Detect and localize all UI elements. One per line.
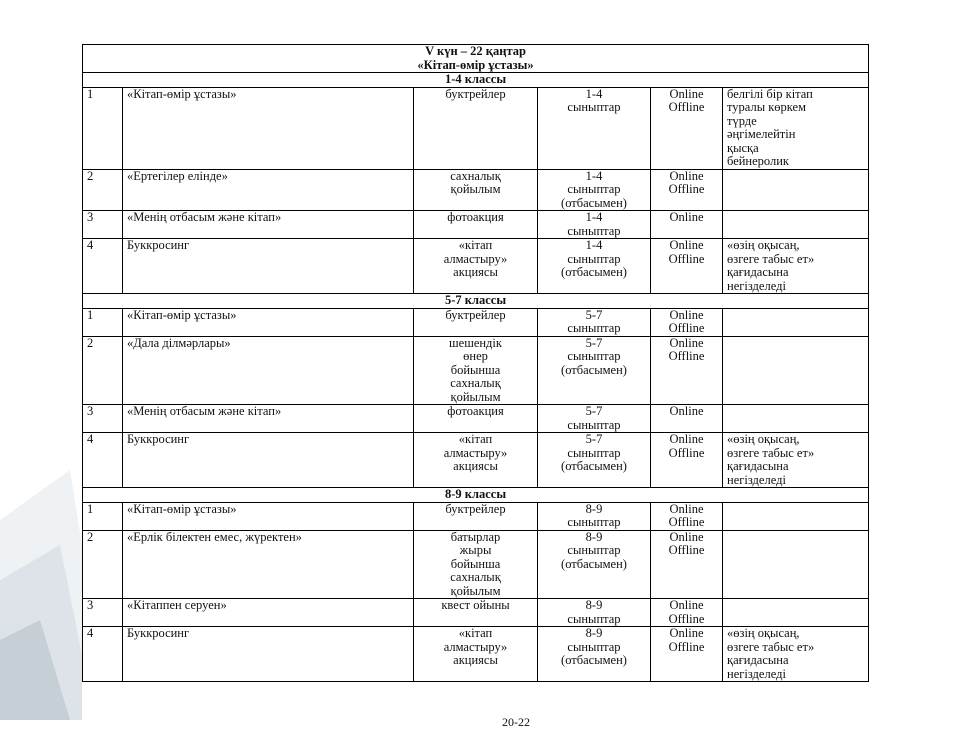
target-classes-line: (отбасымен)	[561, 653, 627, 667]
event-mode-line: Offline	[668, 251, 705, 266]
event-form-line: өнер	[463, 349, 488, 363]
event-form-line: бойынша	[450, 556, 501, 571]
event-form-line: сахналық	[450, 376, 501, 390]
target-classes-line: сыныптар	[567, 349, 621, 363]
group-heading-row	[83, 488, 869, 503]
event-form-line: акциясы	[453, 459, 498, 473]
event-form-line: жыры	[459, 543, 492, 557]
event-mode-line: Online	[669, 598, 704, 612]
table-row	[83, 599, 869, 627]
event-mode-line: Offline	[668, 543, 705, 557]
event-form-line: «кітап	[458, 432, 493, 446]
event-form-line: «кітап	[458, 238, 493, 252]
event-form-line: фотоакция	[447, 404, 504, 418]
cutoff-text: 20-22	[502, 715, 530, 729]
event-note-line: қысқа	[727, 140, 759, 155]
event-form-line: сахналық	[450, 168, 501, 183]
table-row	[83, 211, 869, 239]
event-form-line: алмастыру»	[443, 639, 508, 654]
event-note	[723, 502, 869, 530]
target-classes-line: 8-9	[585, 598, 603, 612]
table-body	[83, 45, 869, 682]
event-form	[414, 239, 538, 294]
target-classes	[538, 87, 651, 169]
event-mode-line: Online	[669, 238, 704, 252]
event-note	[723, 433, 869, 488]
event-form-line: квест ойыны	[441, 598, 510, 612]
event-note-line: қағидасына	[727, 653, 789, 667]
event-form-line: алмастыру»	[443, 251, 508, 266]
event-mode-line: Online	[669, 529, 704, 544]
event-form	[414, 169, 538, 211]
target-classes	[538, 405, 651, 433]
event-form	[414, 599, 538, 627]
table-title-row	[83, 45, 869, 73]
event-name: «Ерлік білектен емес, жүректен»	[123, 530, 414, 599]
event-form	[414, 308, 538, 336]
document-page	[82, 44, 868, 729]
event-mode	[651, 336, 723, 405]
title-line-date: V күн – 22 қаңтар	[425, 44, 526, 58]
event-note-line: өзгеге табыс ет»	[727, 445, 815, 460]
event-plan-table	[82, 44, 869, 682]
target-classes-line: 1-4	[585, 86, 603, 101]
target-classes-line: (отбасымен)	[561, 459, 627, 473]
event-note	[723, 211, 869, 239]
event-form-line: буктрейлер	[445, 86, 506, 101]
event-note-line: қағидасына	[727, 459, 789, 473]
target-classes	[538, 530, 651, 599]
table-row	[83, 433, 869, 488]
event-form	[414, 530, 538, 599]
table-row	[83, 405, 869, 433]
event-form-line: шешендік	[449, 335, 502, 350]
target-classes-line: сыныптар	[567, 515, 621, 529]
event-form-line: алмастыру»	[443, 445, 508, 460]
event-note-line: өзгеге табыс ет»	[727, 251, 815, 266]
event-form-line: акциясы	[453, 653, 498, 667]
target-classes-line: 8-9	[585, 529, 603, 544]
target-classes-line: сыныптар	[567, 611, 621, 626]
target-classes	[538, 627, 651, 682]
table-row	[83, 239, 869, 294]
event-note-line: негізделеді	[727, 278, 786, 293]
event-note	[723, 336, 869, 405]
target-classes-line: 5-7	[585, 404, 603, 418]
event-mode-line: Offline	[668, 611, 705, 626]
target-classes-line: сыныптар	[567, 417, 621, 432]
event-name: Буккросинг	[123, 239, 414, 294]
event-mode-line: Offline	[668, 445, 705, 460]
table-row	[83, 308, 869, 336]
group-heading: 5-7 классы	[83, 294, 869, 309]
event-form	[414, 87, 538, 169]
target-classes-line: 1-4	[585, 168, 603, 183]
group-heading: 8-9 классы	[83, 488, 869, 503]
target-classes-line: сыныптар	[567, 223, 621, 238]
event-mode-line: Offline	[668, 349, 705, 363]
row-number: 3	[83, 211, 123, 239]
event-mode	[651, 599, 723, 627]
event-form-line: буктрейлер	[445, 501, 506, 516]
event-mode	[651, 211, 723, 239]
event-mode-line: Offline	[668, 321, 705, 335]
event-mode-line: Offline	[668, 515, 705, 529]
event-note-line: туралы көркем	[727, 100, 807, 114]
target-classes	[538, 308, 651, 336]
event-form	[414, 502, 538, 530]
row-number: 4	[83, 627, 123, 682]
event-mode-line: Online	[669, 168, 704, 183]
title-line-theme: «Кітап-өмір ұстазы»	[417, 57, 534, 72]
target-classes-line: сыныптар	[567, 251, 621, 266]
target-classes-line: 1-4	[585, 210, 603, 224]
event-note	[723, 169, 869, 211]
event-form-line: «кітап	[458, 626, 493, 640]
row-number: 1	[83, 308, 123, 336]
group-heading-row	[83, 73, 869, 88]
target-classes-line: сыныптар	[567, 100, 621, 114]
event-form-line: батырлар	[450, 529, 501, 544]
event-note-line: өзгеге табыс ет»	[727, 639, 815, 654]
target-classes-line: (отбасымен)	[561, 556, 627, 571]
target-classes-line: сыныптар	[567, 543, 621, 557]
event-mode-line: Online	[669, 307, 704, 322]
event-name: «Ертегілер елінде»	[123, 169, 414, 211]
event-form-line: қойылым	[450, 182, 501, 196]
target-classes-line: сыныптар	[567, 321, 621, 335]
event-mode-line: Offline	[668, 639, 705, 654]
target-classes	[538, 336, 651, 405]
event-mode	[651, 308, 723, 336]
target-classes-line: 5-7	[585, 335, 603, 350]
row-number: 3	[83, 599, 123, 627]
event-note	[723, 87, 869, 169]
event-note-line: түрде	[727, 113, 757, 128]
event-mode	[651, 405, 723, 433]
event-note	[723, 599, 869, 627]
event-mode-line: Online	[669, 501, 704, 516]
event-note-line: негізделеді	[727, 666, 786, 681]
event-name: «Кітап-өмір ұстазы»	[123, 502, 414, 530]
event-note	[723, 627, 869, 682]
table-row	[83, 502, 869, 530]
target-classes	[538, 211, 651, 239]
event-note-line: «өзің оқысаң,	[727, 238, 800, 252]
target-classes-line: 5-7	[585, 432, 603, 446]
event-note	[723, 530, 869, 599]
event-note-line: белгілі бір кітап	[727, 86, 813, 101]
event-mode-line: Online	[669, 335, 704, 350]
target-classes	[538, 169, 651, 211]
event-form-line: сахналық	[450, 570, 501, 584]
row-number: 1	[83, 502, 123, 530]
target-classes-line: сыныптар	[567, 182, 621, 196]
event-form-line: бойынша	[450, 362, 501, 377]
event-name: «Кітаппен серуен»	[123, 599, 414, 627]
event-form-line: қойылым	[450, 389, 501, 404]
event-mode-line: Online	[669, 432, 704, 446]
table-row	[83, 530, 869, 599]
table-row	[83, 169, 869, 211]
event-form-line: фотоакция	[447, 210, 504, 224]
group-heading-row	[83, 294, 869, 309]
event-name: «Менің отбасым және кітап»	[123, 405, 414, 433]
target-classes-line: (отбасымен)	[561, 265, 627, 279]
target-classes	[538, 502, 651, 530]
event-note-line: «өзің оқысаң,	[727, 432, 800, 446]
target-classes-line: 5-7	[585, 307, 603, 322]
event-form-line: қойылым	[450, 583, 501, 598]
event-name: «Менің отбасым және кітап»	[123, 211, 414, 239]
event-mode-line: Online	[669, 404, 704, 418]
event-name: Буккросинг	[123, 433, 414, 488]
target-classes	[538, 433, 651, 488]
event-mode-line: Offline	[668, 100, 705, 114]
row-number: 4	[83, 433, 123, 488]
row-number: 2	[83, 336, 123, 405]
event-mode-line: Online	[669, 210, 704, 224]
group-heading: 1-4 классы	[83, 73, 869, 88]
event-note-line: «өзің оқысаң,	[727, 626, 800, 640]
row-number: 3	[83, 405, 123, 433]
target-classes-line: 8-9	[585, 501, 603, 516]
event-form	[414, 627, 538, 682]
row-number: 2	[83, 169, 123, 211]
event-mode-line: Online	[669, 626, 704, 640]
event-name: «Кітап-өмір ұстазы»	[123, 87, 414, 169]
event-mode	[651, 433, 723, 488]
event-note-line: бейнеролик	[727, 154, 790, 168]
target-classes-line: 8-9	[585, 626, 603, 640]
event-form-line: акциясы	[453, 265, 498, 279]
event-name: Буккросинг	[123, 627, 414, 682]
target-classes-line: сыныптар	[567, 445, 621, 460]
event-note-line: әңгімелейтін	[727, 127, 796, 141]
row-number: 2	[83, 530, 123, 599]
event-note-line: қағидасына	[727, 265, 789, 279]
event-mode	[651, 169, 723, 211]
target-classes-line: сыныптар	[567, 639, 621, 654]
event-form	[414, 211, 538, 239]
table-row	[83, 627, 869, 682]
event-mode	[651, 502, 723, 530]
event-mode	[651, 530, 723, 599]
event-form	[414, 405, 538, 433]
event-mode-line: Offline	[668, 182, 705, 196]
target-classes	[538, 239, 651, 294]
event-note	[723, 308, 869, 336]
target-classes	[538, 599, 651, 627]
event-form	[414, 433, 538, 488]
table-row	[83, 336, 869, 405]
event-mode	[651, 239, 723, 294]
table-title	[83, 45, 869, 73]
row-number: 4	[83, 239, 123, 294]
event-note-line: негізделеді	[727, 472, 786, 487]
event-mode	[651, 627, 723, 682]
target-classes-line: (отбасымен)	[561, 195, 627, 210]
row-number: 1	[83, 87, 123, 169]
event-name: «Дала ділмәрлары»	[123, 336, 414, 405]
table-row	[83, 87, 869, 169]
event-mode	[651, 87, 723, 169]
target-classes-line: 1-4	[585, 238, 603, 252]
event-name: «Кітап-өмір ұстазы»	[123, 308, 414, 336]
event-mode-line: Online	[669, 86, 704, 101]
event-note	[723, 405, 869, 433]
target-classes-line: (отбасымен)	[561, 362, 627, 377]
event-form	[414, 336, 538, 405]
event-form-line: буктрейлер	[445, 307, 506, 322]
event-note	[723, 239, 869, 294]
